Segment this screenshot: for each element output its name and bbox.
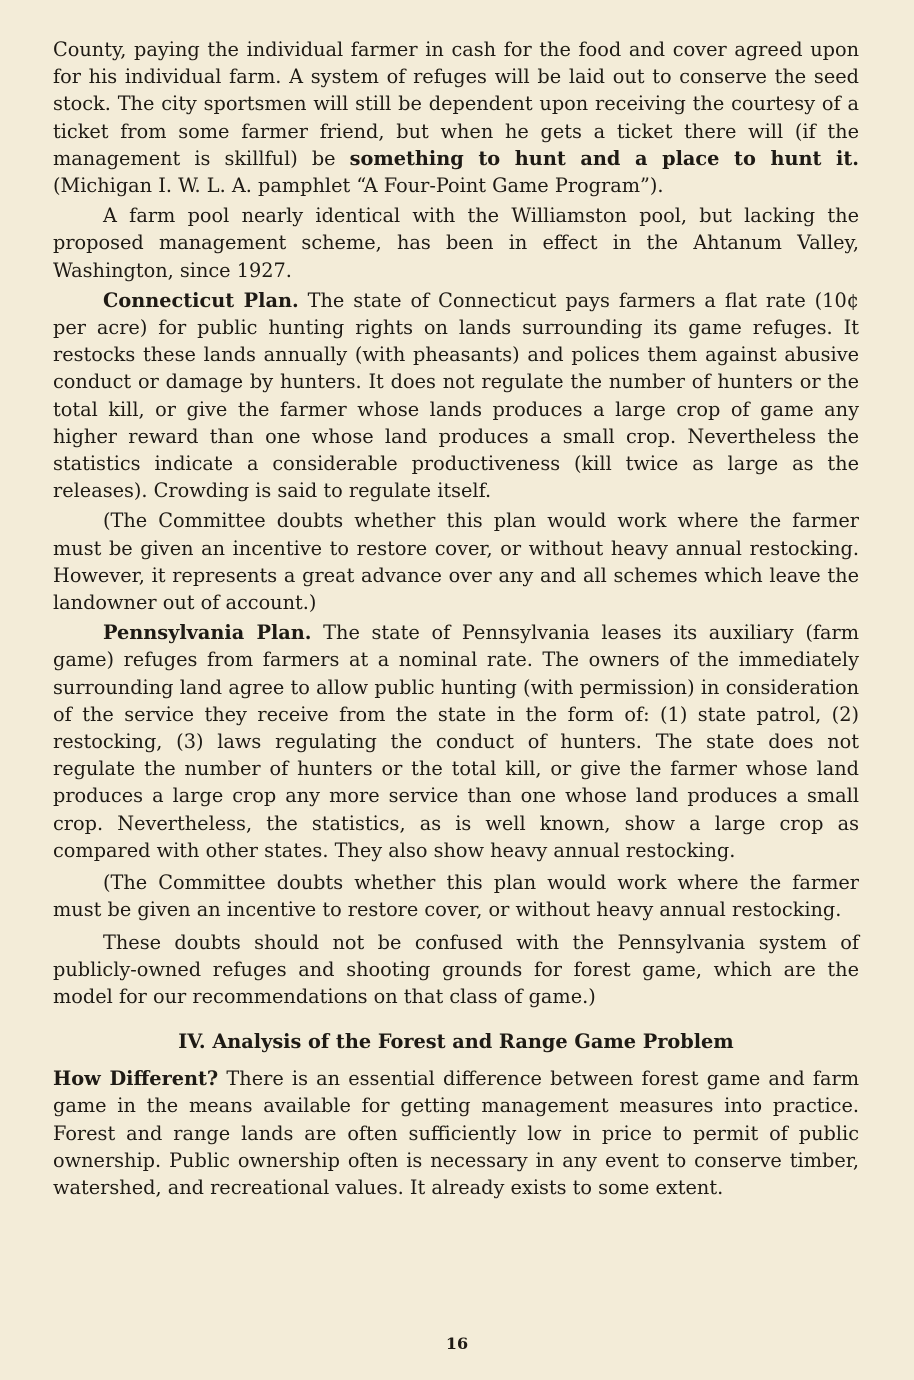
- paragraph-ahtanum-valley: [53, 202, 859, 284]
- paragraph-pennsylvania-plan: [53, 619, 859, 864]
- page-number: 16: [445, 1334, 469, 1353]
- paragraph-doubts-not-confused: [53, 929, 859, 1011]
- paragraph-committee-doubts-connecticut: [53, 507, 859, 616]
- page-body: [53, 36, 859, 1204]
- paragraph-how-different: [53, 1065, 859, 1201]
- run-in-heading: How Different?: [53, 1067, 219, 1091]
- paragraph-text: (The Committee doubts whether this plan would work where the farmer must be given an incentive to restore cover, or without heavy annual restocking.: [53, 871, 859, 922]
- section-heading: IV. Analysis of the Forest and Range Game Problem: [178, 1030, 734, 1054]
- paragraph-text: (The Committee doubts whether this plan would work where the farmer must be given an incentive to restore cover, or without heavy annual restocking. However, it represents a great advance over any and all schemes which leave the landowner out of account.): [53, 509, 859, 615]
- paragraph-text: County, paying the individual farmer in cash for the food and cover agreed upon for his individual farm. A system of refuges will be laid out to conserve the seed stock. The city sportsmen will still be dependent upon receiving the courtesy of a ticket from some farmer friend, but when he gets a ticket there will (if the management is skillful) be: [53, 38, 859, 170]
- paragraph-text: The state of Connecticut pays farmers a flat rate (10¢ per acre) for public hunting rights on lands surrounding its game refuges. It restocks these lands annually (with pheasants) and polices them against abusive conduct or damage by hunters. It does not regulate the number of hunters or the total kill, or give the farmer whose lands produces a large crop of game any higher reward than one whose land produces a small crop. Nevertheless the statistics indicate a considerable productiveness (kill twice as large as the releases). Crowding is said to regulate itself.: [53, 288, 859, 503]
- paragraph-text: The state of Pennsylvania leases its auxiliary (farm game) refuges from farmers at a nominal rate. The owners of the immediately surrounding land agree to allow public hunting (with permission) in consideration of the service they receive from the state in the form of: (1) state patrol, (2) restocking, (3) laws regulating the conduct of hunters. The state does not regulate the number of hunters or the total kill, or give the farmer whose land produces a large crop any more service than one whose land produces a small crop. Nevertheless, the statistics, as is well known, show a large crop as compared with other states. They also show heavy annual restocking.: [53, 621, 860, 862]
- paragraph-connecticut-plan: [53, 287, 859, 505]
- paragraph-text: (Michigan I. W. L. A. pamphlet “A Four-Point Game Program”).: [53, 174, 664, 198]
- paragraph-text: A farm pool nearly identical with the Williamston pool, but lacking the proposed management scheme, has been in effect in the Ahtanum Valley, Washington, since 1927.: [53, 204, 859, 282]
- emphasis-text: something to hunt and a place to hunt it.: [349, 146, 859, 170]
- run-in-heading: Pennsylvania Plan.: [103, 621, 312, 645]
- paragraph-committee-doubts-pennsylvania: [53, 869, 859, 923]
- run-in-heading: Connecticut Plan.: [103, 288, 299, 312]
- paragraph-text: These doubts should not be confused with the Pennsylvania system of publicly-owned refuges and shooting grounds for forest game, which are the model for our recommendations on that class of game.): [53, 930, 859, 1008]
- paragraph-text: There is an essential difference between forest game and farm game in the means available for getting management measures into practice. Forest and range lands are often sufficiently low in price to permit of public ownership. Public ownership often is necessary in any event to conserve timber, watershed, and recreational values. It already exists to some extent.: [53, 1067, 859, 1199]
- paragraph-michigan-plan-continued: [53, 36, 859, 199]
